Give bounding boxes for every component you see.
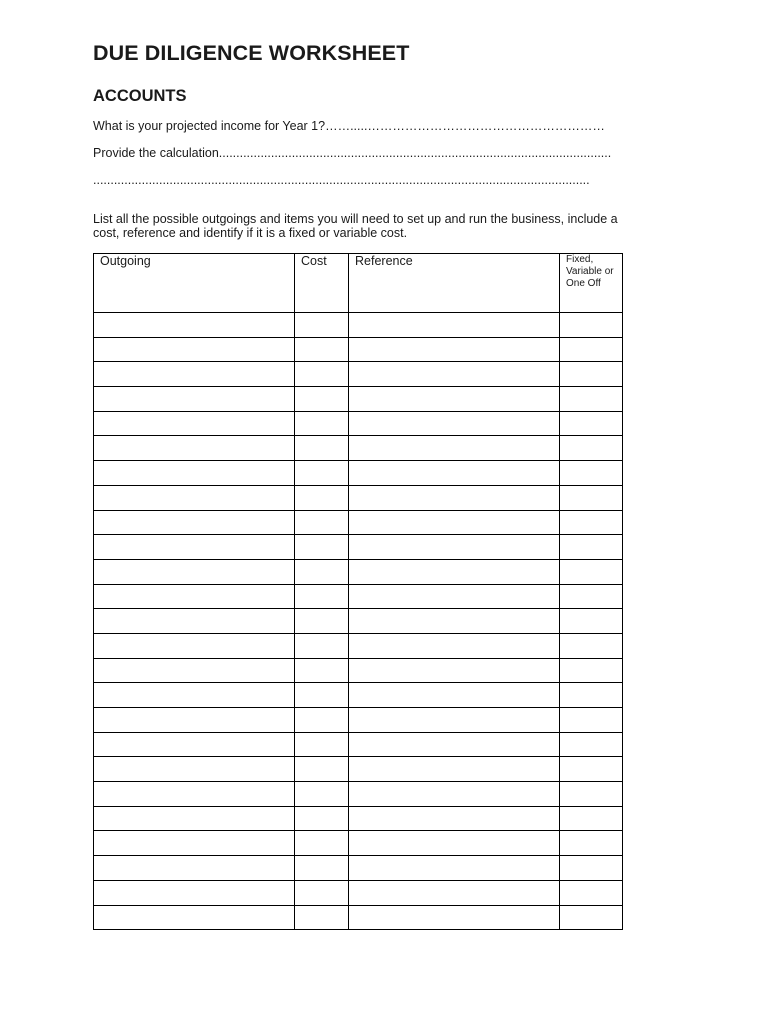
outgoings-table (93, 253, 623, 930)
cost-type-cell[interactable] (560, 584, 623, 609)
table-row (94, 313, 623, 338)
outgoing-cell[interactable] (94, 436, 295, 461)
table-row (94, 461, 623, 486)
reference-cell[interactable] (349, 658, 560, 683)
outgoing-cell[interactable] (94, 510, 295, 535)
cost-type-cell[interactable] (560, 856, 623, 881)
outgoing-cell[interactable] (94, 584, 295, 609)
cost-cell[interactable] (295, 337, 349, 362)
cost-type-cell[interactable] (560, 436, 623, 461)
table-row (94, 658, 623, 683)
cost-type-cell[interactable] (560, 535, 623, 560)
cost-type-cell[interactable] (560, 806, 623, 831)
table-row (94, 880, 623, 905)
cost-cell[interactable] (295, 880, 349, 905)
outgoing-cell[interactable] (94, 313, 295, 338)
reference-cell[interactable] (349, 559, 560, 584)
reference-cell[interactable] (349, 510, 560, 535)
cost-type-cell[interactable] (560, 337, 623, 362)
outgoing-cell[interactable] (94, 609, 295, 634)
cost-type-cell[interactable] (560, 387, 623, 412)
reference-cell[interactable] (349, 337, 560, 362)
cost-cell[interactable] (295, 831, 349, 856)
table-row (94, 633, 623, 658)
reference-cell[interactable] (349, 609, 560, 634)
calculation-question: Provide the calculation................................................................................................................. (93, 146, 612, 160)
header-cost-type: Fixed, Variable or One Off (560, 254, 623, 313)
cost-cell[interactable] (295, 757, 349, 782)
cost-cell[interactable] (295, 633, 349, 658)
cost-type-cell[interactable] (560, 658, 623, 683)
table-row (94, 708, 623, 733)
cost-type-cell[interactable] (560, 609, 623, 634)
reference-cell[interactable] (349, 782, 560, 807)
section-title: ACCOUNTS (93, 87, 187, 105)
cost-type-cell[interactable] (560, 757, 623, 782)
cost-type-cell[interactable] (560, 831, 623, 856)
outgoing-cell[interactable] (94, 732, 295, 757)
reference-cell[interactable] (349, 732, 560, 757)
cost-type-cell[interactable] (560, 510, 623, 535)
reference-cell[interactable] (349, 411, 560, 436)
cost-cell[interactable] (295, 905, 349, 930)
cost-cell[interactable] (295, 856, 349, 881)
table-body (94, 313, 623, 930)
cost-type-cell[interactable] (560, 708, 623, 733)
outgoing-cell[interactable] (94, 905, 295, 930)
outgoing-cell[interactable] (94, 658, 295, 683)
cost-cell[interactable] (295, 485, 349, 510)
cost-type-cell[interactable] (560, 633, 623, 658)
cost-type-cell[interactable] (560, 313, 623, 338)
cost-cell[interactable] (295, 535, 349, 560)
cost-cell[interactable] (295, 510, 349, 535)
reference-cell[interactable] (349, 905, 560, 930)
outgoing-cell[interactable] (94, 337, 295, 362)
reference-cell[interactable] (349, 362, 560, 387)
cost-cell[interactable] (295, 411, 349, 436)
outgoing-cell[interactable] (94, 806, 295, 831)
outgoing-cell[interactable] (94, 485, 295, 510)
outgoing-cell[interactable] (94, 683, 295, 708)
reference-cell[interactable] (349, 584, 560, 609)
cost-cell[interactable] (295, 806, 349, 831)
reference-cell[interactable] (349, 708, 560, 733)
reference-cell[interactable] (349, 461, 560, 486)
outgoing-cell[interactable] (94, 856, 295, 881)
outgoing-cell[interactable] (94, 362, 295, 387)
reference-cell[interactable] (349, 387, 560, 412)
income-question: What is your projected income for Year 1?…….....………………………………………………… (93, 119, 605, 133)
cost-cell[interactable] (295, 584, 349, 609)
table-row (94, 535, 623, 560)
cost-type-cell[interactable] (560, 362, 623, 387)
reference-cell[interactable] (349, 880, 560, 905)
cost-cell[interactable] (295, 362, 349, 387)
table-row (94, 584, 623, 609)
blank-answer-line: ............................................................................................................................................... (93, 173, 590, 187)
cost-cell[interactable] (295, 683, 349, 708)
outgoing-cell[interactable] (94, 535, 295, 560)
table-row (94, 559, 623, 584)
cost-cell[interactable] (295, 436, 349, 461)
cost-cell[interactable] (295, 708, 349, 733)
outgoing-cell[interactable] (94, 411, 295, 436)
reference-cell[interactable] (349, 856, 560, 881)
reference-cell[interactable] (349, 683, 560, 708)
cost-type-cell[interactable] (560, 782, 623, 807)
outgoing-cell[interactable] (94, 633, 295, 658)
reference-cell[interactable] (349, 436, 560, 461)
cost-type-cell[interactable] (560, 461, 623, 486)
reference-cell[interactable] (349, 535, 560, 560)
outgoing-cell[interactable] (94, 708, 295, 733)
reference-cell[interactable] (349, 485, 560, 510)
table-row (94, 856, 623, 881)
cost-type-cell[interactable] (560, 905, 623, 930)
table-row (94, 436, 623, 461)
table-row (94, 732, 623, 757)
reference-cell[interactable] (349, 313, 560, 338)
outgoing-cell[interactable] (94, 831, 295, 856)
reference-cell[interactable] (349, 806, 560, 831)
table-header-row (94, 254, 623, 313)
outgoing-cell[interactable] (94, 387, 295, 412)
reference-cell[interactable] (349, 633, 560, 658)
outgoing-cell[interactable] (94, 782, 295, 807)
table-row (94, 485, 623, 510)
cost-type-cell[interactable] (560, 559, 623, 584)
cost-type-cell[interactable] (560, 732, 623, 757)
cost-cell[interactable] (295, 658, 349, 683)
cost-cell[interactable] (295, 609, 349, 634)
cost-cell[interactable] (295, 461, 349, 486)
cost-cell[interactable] (295, 732, 349, 757)
outgoing-cell[interactable] (94, 559, 295, 584)
table-row (94, 337, 623, 362)
cost-type-cell[interactable] (560, 485, 623, 510)
table-row (94, 387, 623, 412)
cost-cell[interactable] (295, 782, 349, 807)
reference-cell[interactable] (349, 757, 560, 782)
page-title: DUE DILIGENCE WORKSHEET (93, 41, 410, 65)
cost-type-cell[interactable] (560, 683, 623, 708)
table-row (94, 831, 623, 856)
reference-cell[interactable] (349, 831, 560, 856)
table-row (94, 806, 623, 831)
cost-cell[interactable] (295, 313, 349, 338)
outgoing-cell[interactable] (94, 461, 295, 486)
cost-type-cell[interactable] (560, 880, 623, 905)
table-row (94, 510, 623, 535)
cost-type-cell[interactable] (560, 411, 623, 436)
cost-cell[interactable] (295, 559, 349, 584)
outgoing-cell[interactable] (94, 757, 295, 782)
table-row (94, 782, 623, 807)
instruction-text: List all the possible outgoings and items you will need to set up and run the business, include a cost, reference and identify if it is a fixed or variable cost. (93, 212, 618, 240)
table-row (94, 905, 623, 930)
header-cost: Cost (295, 254, 349, 313)
table-row (94, 411, 623, 436)
outgoing-cell[interactable] (94, 880, 295, 905)
cost-cell[interactable] (295, 387, 349, 412)
table-row (94, 362, 623, 387)
header-reference: Reference (349, 254, 560, 313)
table-row (94, 683, 623, 708)
table-row (94, 757, 623, 782)
header-outgoing: Outgoing (94, 254, 295, 313)
table-row (94, 609, 623, 634)
